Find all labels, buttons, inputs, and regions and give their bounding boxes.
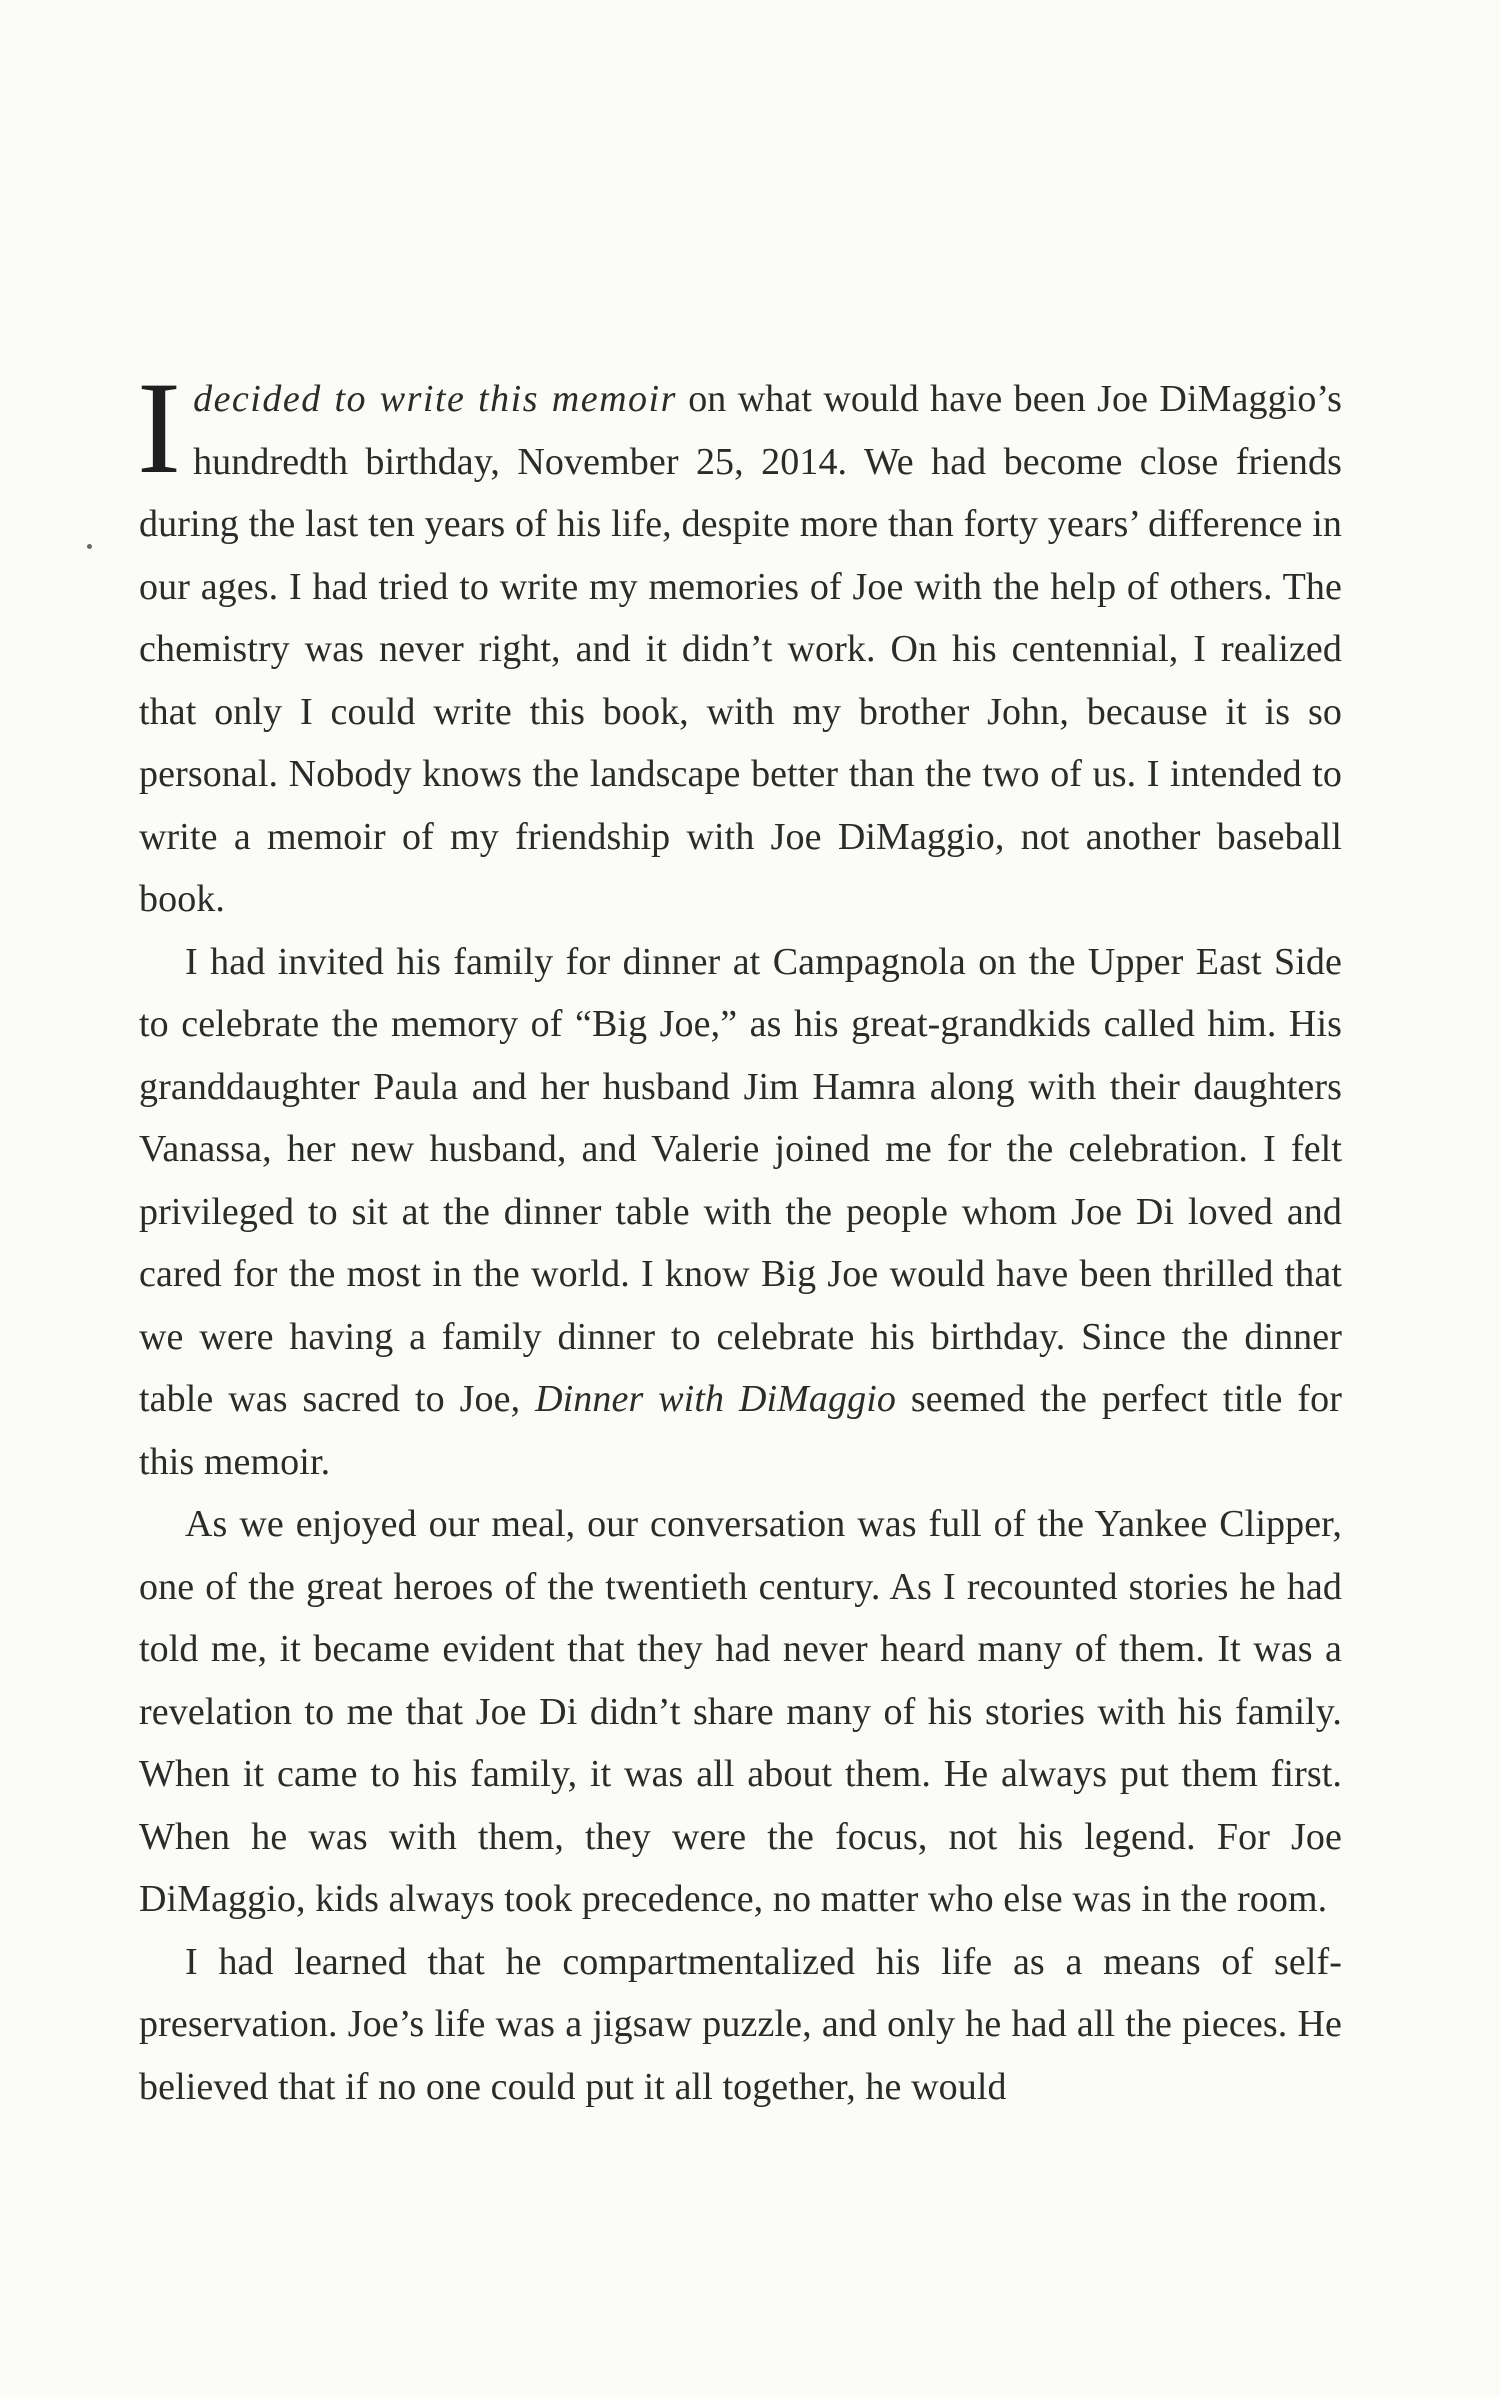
paragraph-2-text-after: seemed the perfect title for this memoir. — [139, 1378, 1343, 1483]
paragraph-3-text: As we enjoyed our meal, our conversation was full of the Yankee Clipper, one of the great heroes of the twentieth century. As I recounted stories he had told me, it became evident that they had never heard many of them. It was a revelation to me that Joe Di didn’t share many of his stories with his family. When it came to his family, it was all about them. He always put them first. When he was with them, they were the focus, not his legend. For Joe DiMaggio, kids always took precedence, no matter who else was in the room. — [139, 1503, 1342, 1920]
margin-speck — [87, 544, 92, 549]
book-title: Dinner with DiMaggio — [535, 1378, 896, 1420]
paragraph-1-text: on what would have been Joe DiMaggio’s hundredth birthday, November 25, 2014. We had become close friends during the last ten years of his life, despite more than forty years’ difference in our ages. I had tried to write my memories of Joe with the help of others. The chemistry was never right, and it didn’t work. On his centennial, I realized that only I could write this book, with my brother John, because it is so personal. Nobody knows the landscape better than the two of us. I intended to write a memoir of my friendship with Joe DiMaggio, not another baseball book. — [139, 378, 1342, 920]
paragraph-3 — [139, 1493, 1342, 1931]
paragraph-2-text-before: I had invited his family for dinner at Campagnola on the Upper East Side to celebrate the memory of “Big Joe,” as his great-grandkids called him. His granddaughter Paula and her husband Jim Hamra along with their daughters Vanassa, her new husband, and Valerie joined me for the celebration. I felt privileged to sit at the dinner table with the people whom Joe Di loved and cared for the most in the world. I know Big Joe would have been thrilled that we were having a family dinner to celebrate his birthday. Since the dinner table was sacred to Joe, — [139, 940, 1342, 1420]
body-text — [137, 354, 1343, 2118]
drop-cap: I — [137, 354, 182, 501]
paragraph-4 — [139, 1931, 1342, 2119]
paragraph-1 — [137, 354, 1342, 931]
opening-phrase: decided to write this memoir — [193, 378, 677, 420]
paragraph-2 — [139, 931, 1342, 1494]
paragraph-4-text: I had learned that he compartmentalized his life as a means of self-preservation. Joe’s life was a jigsaw puzzle, and only he had all the pieces. He believed that if no one could put it all together, he would — [139, 1940, 1342, 2108]
